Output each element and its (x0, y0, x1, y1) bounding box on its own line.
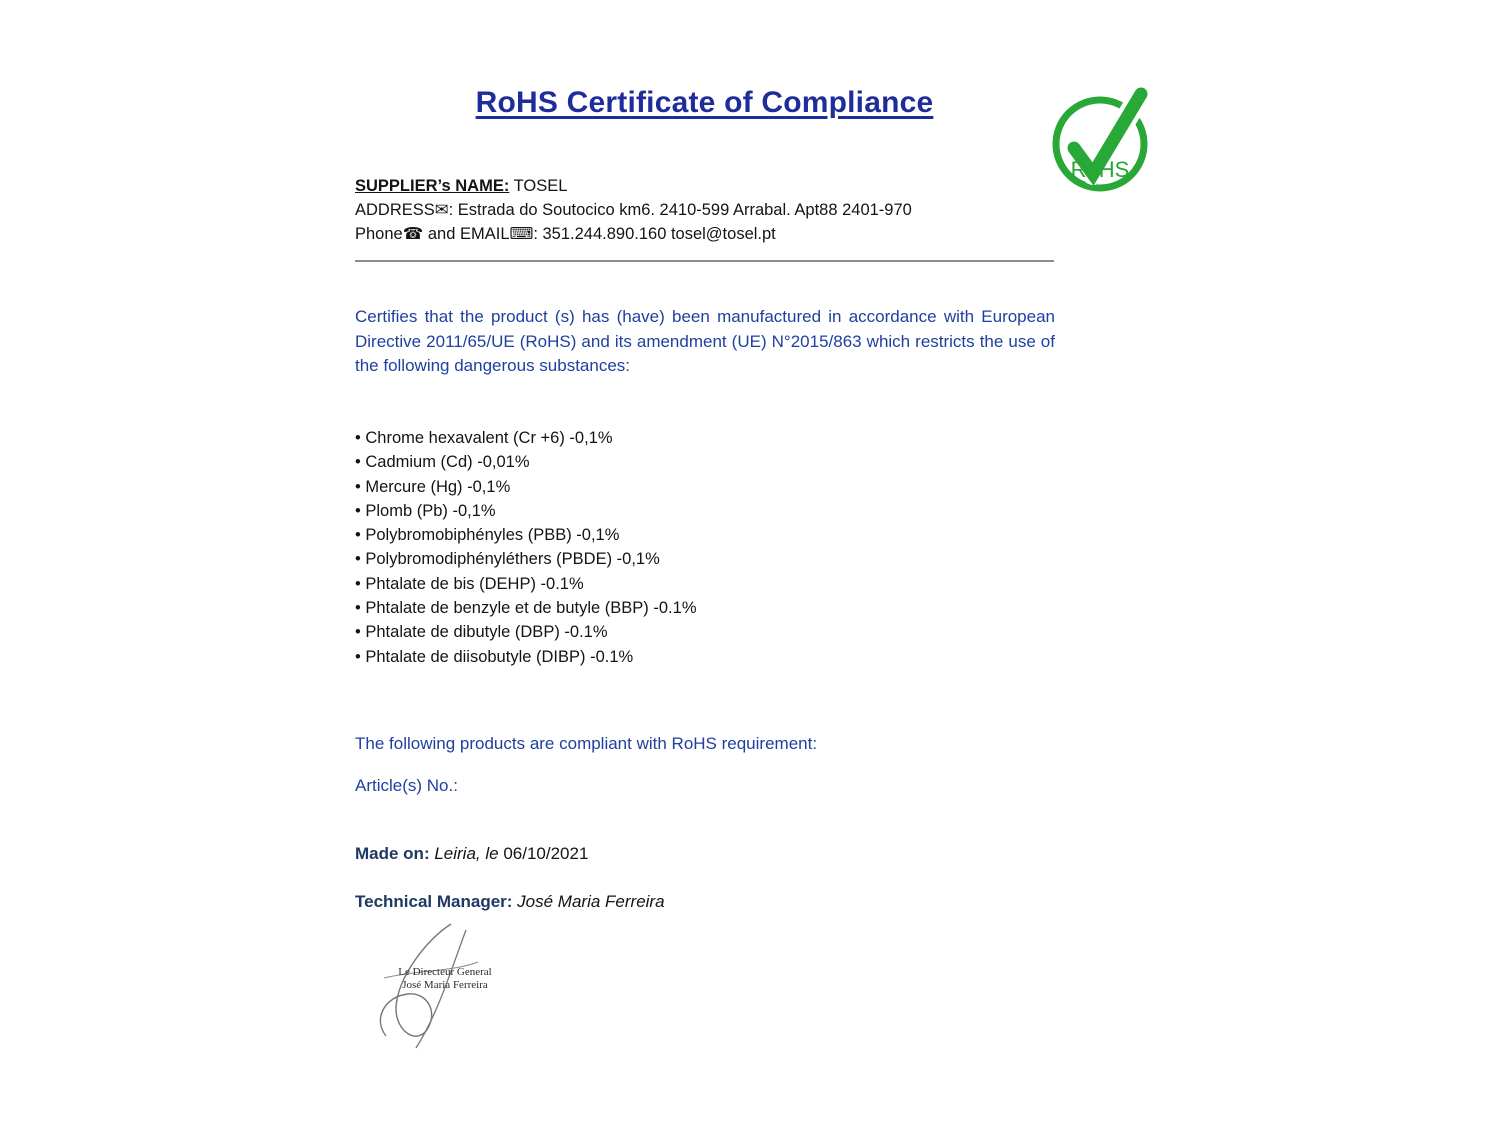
supplier-address-line (355, 198, 912, 222)
signature-name: José Maria Ferreira (402, 979, 488, 991)
made-on-place: Leiria, le (429, 844, 499, 863)
email-label: and EMAIL (423, 225, 510, 243)
made-on-line (355, 844, 588, 864)
list-item: • Phtalate de diisobutyle (DIBP) -0.1% (355, 645, 697, 669)
list-item: • Phtalate de benzyle et de butyle (BBP) -0.1% (355, 596, 697, 620)
rohs-logo-graphic (1048, 78, 1154, 192)
supplier-name-line (355, 174, 912, 198)
signature-block (356, 922, 521, 1052)
horizontal-divider (355, 260, 1054, 262)
list-item: • Polybromodiphényléthers (PBDE) -0,1% (355, 547, 697, 571)
envelope-icon: ✉ (434, 200, 449, 219)
email-icon: ⌨ (509, 224, 534, 243)
supplier-name-label: SUPPLIER’s NAME: (355, 177, 510, 195)
certification-paragraph: Certifies that the product (s) has (have) been manufactured in accordance with European Directive 2011/65/UE (RoHS) and its amendment (UE) N°2015/863 which restricts the use of the following dangerous substances: (355, 307, 1055, 375)
technical-manager-name: José Maria Ferreira (512, 892, 665, 911)
list-item: • Phtalate de dibutyle (DBP) -0.1% (355, 620, 697, 644)
substances-list (355, 426, 697, 669)
compliance-statement: The following products are compliant with RoHS requirement: (355, 734, 818, 753)
rohs-logo-text: RoHS (1070, 157, 1130, 182)
contact-value: : 351.244.890.160 tosel@tosel.pt (533, 225, 776, 243)
supplier-block (355, 174, 912, 246)
list-item: • Mercure (Hg) -0,1% (355, 475, 697, 499)
address-label: ADDRESS (355, 201, 435, 219)
phone-label: Phone (355, 225, 403, 243)
signature-caption (390, 966, 500, 992)
list-item: • Plomb (Pb) -0,1% (355, 499, 697, 523)
made-on-date: 06/10/2021 (498, 844, 589, 863)
list-item: • Polybromobiphényles (PBB) -0,1% (355, 523, 697, 547)
phone-icon: ☎ (402, 224, 424, 243)
technical-manager-line (355, 892, 665, 912)
supplier-contact-line (355, 222, 912, 246)
rohs-logo (1048, 78, 1154, 192)
article-number-line: Article(s) No.: (355, 776, 458, 795)
supplier-name-value: TOSEL (509, 177, 568, 195)
list-item: • Phtalate de bis (DEHP) -0.1% (355, 572, 697, 596)
made-on-label: Made on: (355, 844, 430, 863)
signature-title: Le Directeur General (398, 966, 492, 978)
technical-manager-label: Technical Manager: (355, 892, 513, 911)
list-item: • Cadmium (Cd) -0,01% (355, 450, 697, 474)
address-value: : Estrada do Soutocico km6. 2410-599 Arrabal. Apt88 2401-970 (448, 201, 912, 219)
page-title: RoHS Certificate of Compliance (475, 86, 934, 119)
list-item: • Chrome hexavalent (Cr +6) -0,1% (355, 426, 697, 450)
